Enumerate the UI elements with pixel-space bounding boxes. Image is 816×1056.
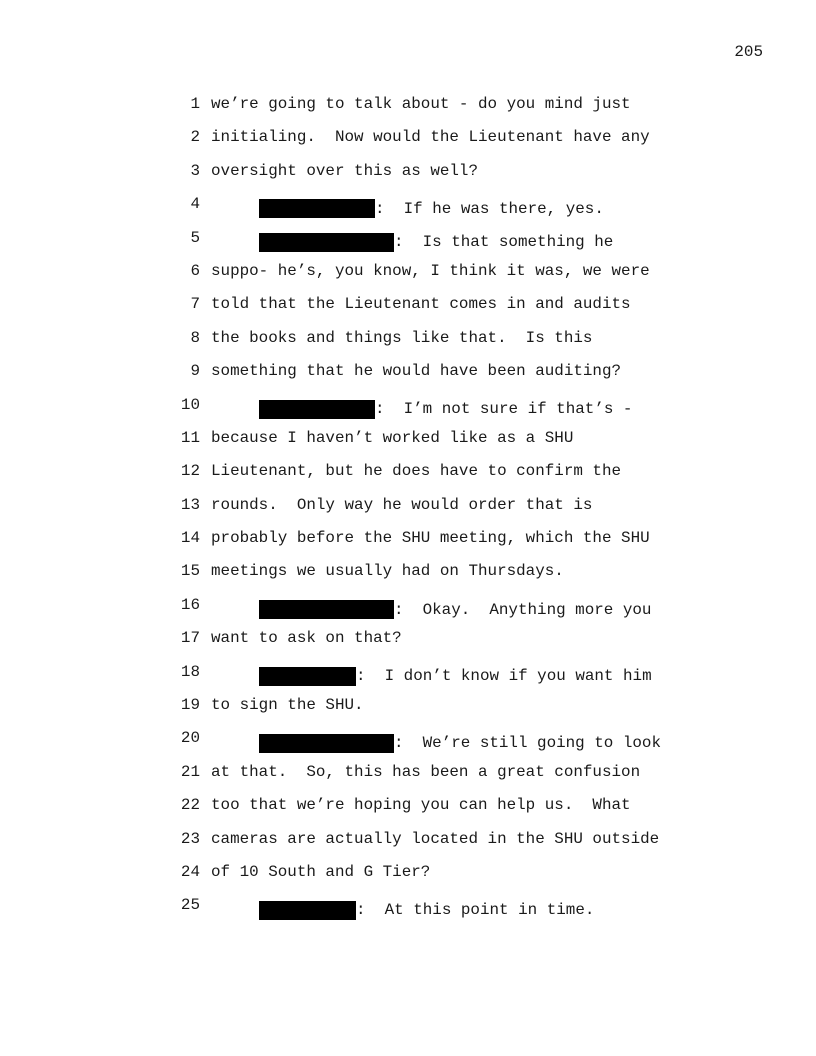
line-text: Lieutenant, but he does have to confirm the [211,462,622,481]
redaction-block [259,667,356,686]
line-number: 22 [180,796,200,815]
line-number: 13 [180,495,200,514]
transcript-line [166,827,786,860]
transcript-line [166,793,786,826]
line-number: 25 [180,896,200,915]
transcript-line [166,860,786,893]
line-number: 7 [190,295,200,314]
speaker-line [166,593,786,626]
line-number: 1 [190,95,200,113]
line-number: 24 [180,862,200,881]
transcript-body [166,92,786,927]
line-text: to sign the SHU. [211,696,364,715]
line-number: 11 [180,428,200,447]
line-text: meetings we usually had on Thursdays. [211,562,564,581]
line-number: 15 [180,562,200,581]
transcript-line [166,459,786,492]
line-number: 14 [180,529,200,548]
speaker-turn [211,660,652,693]
line-text: at that. So, this has been a great confusion [211,762,641,781]
line-text: of 10 South and G Tier? [211,862,431,881]
transcript-line [166,760,786,793]
transcript-line [166,259,786,292]
speaker-line [166,393,786,426]
transcript-line [166,292,786,325]
transcript-line [166,92,786,125]
page-number: 205 [734,43,763,61]
transcript-line [166,526,786,559]
line-number: 19 [180,696,200,715]
redaction-block [259,600,394,619]
transcript-line [166,493,786,526]
transcript-line [166,326,786,359]
line-number: 10 [180,395,200,414]
line-text: rounds. Only way he would order that is [211,495,593,514]
line-number: 6 [190,261,200,280]
transcript-line [166,359,786,392]
line-text: oversight over this as well? [211,161,479,180]
redaction-block [259,400,375,419]
speaker-line [166,226,786,259]
speaker-turn [211,593,651,626]
transcript-line [166,159,786,192]
speaker-text: : Okay. Anything more you [394,600,652,619]
transcript-line [166,693,786,726]
redaction-block [259,233,394,252]
speaker-text: : Is that something he [394,233,614,252]
line-text: cameras are actually located in the SHU outside [211,829,660,848]
speaker-turn [211,893,594,926]
line-number: 17 [180,629,200,648]
transcript-line [166,426,786,459]
line-text: the books and things like that. Is this [211,328,593,347]
line-text: suppo- he’s, you know, I think it was, we were [211,261,650,280]
speaker-text: : If he was there, yes. [375,199,604,218]
transcript-line [166,626,786,659]
line-number: 21 [180,762,200,781]
speaker-text: : We’re still going to look [394,734,662,753]
line-text: we’re going to talk about - do you mind just [211,95,631,113]
speaker-line [166,192,786,225]
transcript-line [166,125,786,158]
line-number: 12 [180,462,200,481]
line-number: 9 [190,362,200,381]
line-text: initialing. Now would the Lieutenant have any [211,128,650,147]
speaker-turn [211,226,613,259]
line-text: probably before the SHU meeting, which the SHU [211,529,650,548]
line-number: 3 [190,161,200,180]
line-number: 8 [190,328,200,347]
redaction-block [259,734,394,753]
line-number: 23 [180,829,200,848]
line-number: 18 [180,662,200,681]
line-number: 16 [180,595,200,614]
line-number: 20 [180,729,200,748]
redaction-block [259,901,356,920]
speaker-line [166,726,786,759]
speaker-line [166,660,786,693]
line-text: want to ask on that? [211,629,402,648]
speaker-turn [211,726,661,759]
speaker-turn [211,393,632,426]
speaker-turn [211,192,604,225]
line-number: 5 [190,228,200,247]
speaker-text: : I don’t know if you want him [356,667,652,686]
transcript-line [166,559,786,592]
line-number: 2 [190,128,200,147]
line-number: 4 [190,195,200,214]
line-text: too that we’re hoping you can help us. What [211,796,631,815]
line-text: because I haven’t worked like as a SHU [211,428,574,447]
redaction-block [259,199,375,218]
speaker-line [166,893,786,926]
speaker-text: : At this point in time. [356,901,595,920]
line-text: told that the Lieutenant comes in and audits [211,295,631,314]
line-text: something that he would have been auditing? [211,362,622,381]
speaker-text: : I’m not sure if that’s - [375,400,633,419]
